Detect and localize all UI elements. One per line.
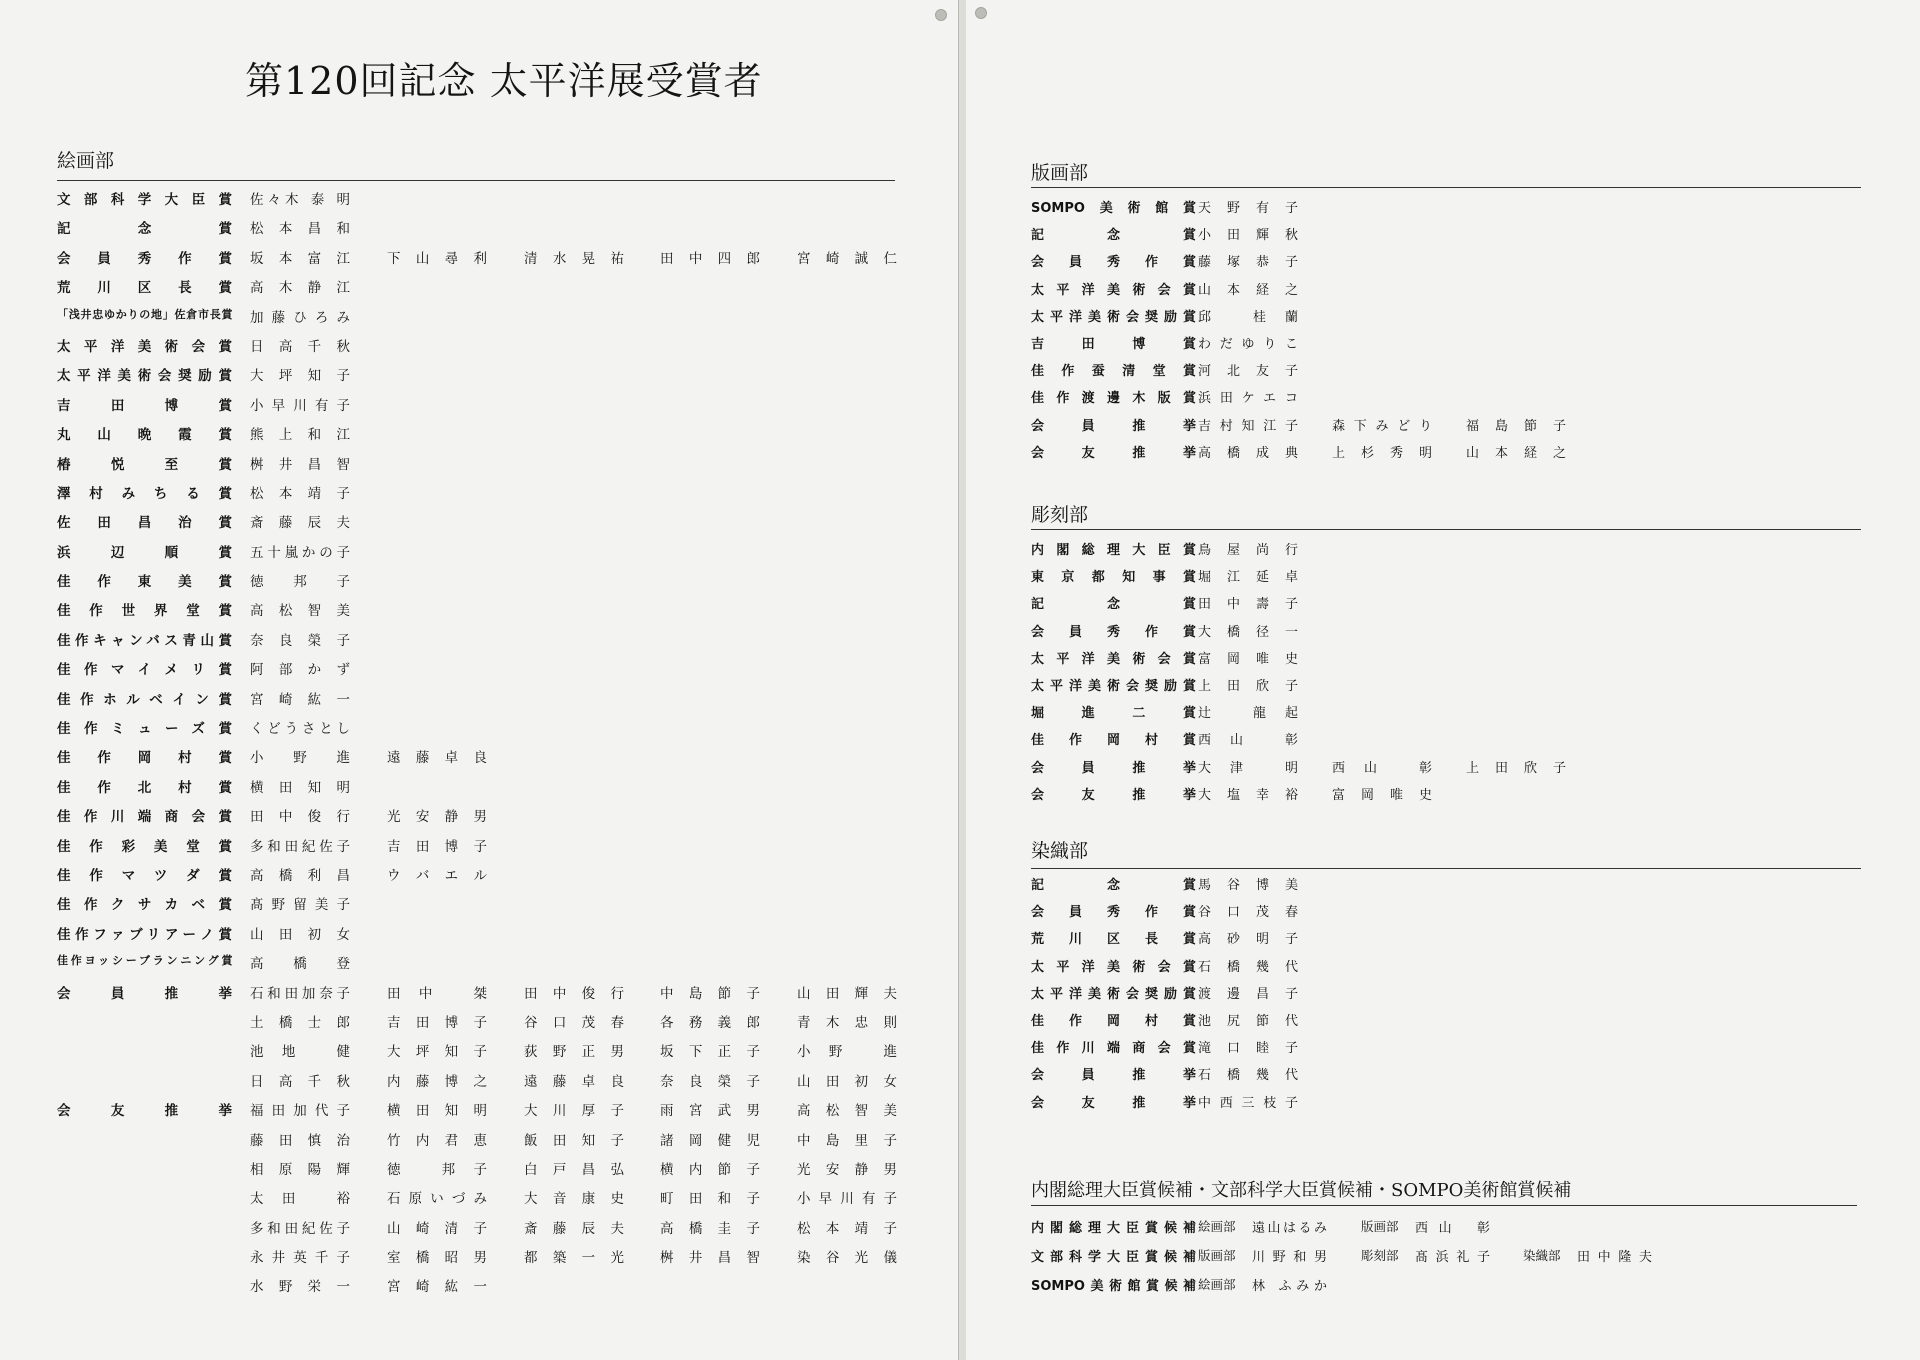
winner-name: 遠藤卓良 xyxy=(524,1073,624,1090)
award-name: 佳作東美賞 xyxy=(57,574,232,591)
award-name: 佳作渡邊木版賞 xyxy=(1031,391,1196,407)
award-row xyxy=(57,982,897,1011)
winner-name: 高橋登 xyxy=(250,956,350,973)
winner-name: 高橋圭子 xyxy=(660,1220,760,1237)
award-name: 太平洋美術会奨励賞 xyxy=(57,368,232,385)
page-title: 第120回記念 太平洋展受賞者 xyxy=(245,59,763,103)
winner-name: 大川厚子 xyxy=(524,1103,624,1120)
award-row xyxy=(1031,1064,1861,1091)
right-poster-board xyxy=(966,0,1920,1360)
candidate-department: 版画部 xyxy=(1198,1248,1236,1263)
award-row xyxy=(57,1040,897,1069)
winner-name: 諸岡健児 xyxy=(660,1132,760,1149)
award-row xyxy=(57,923,897,952)
winner-name: 森下みどり xyxy=(1332,418,1432,434)
winner-name: 奈良榮子 xyxy=(660,1073,760,1090)
candidate-department: 絵画部 xyxy=(1198,1277,1236,1292)
candidate-name: 林 ふみか xyxy=(1252,1279,1327,1294)
award-name: 会員推挙 xyxy=(1031,760,1196,776)
award-row xyxy=(57,1187,897,1216)
winner-name: 田中俊行 xyxy=(524,985,624,1002)
award-name: 太平洋美術会奨励賞 xyxy=(1031,678,1196,694)
award-row xyxy=(57,394,897,423)
winner-name: 石橋幾代 xyxy=(1198,1068,1298,1084)
award-row xyxy=(57,482,897,511)
winner-name: 石橋幾代 xyxy=(1198,959,1298,975)
winner-name: 吉田博子 xyxy=(387,1014,487,1031)
winner-name: 福島節子 xyxy=(1466,418,1566,434)
winner-name: 西山 彰 xyxy=(1332,760,1432,776)
award-row xyxy=(1031,621,1861,648)
winner-name: 桝井昌智 xyxy=(660,1250,760,1267)
winner-name: 大坪知子 xyxy=(387,1044,487,1061)
award-row xyxy=(1031,729,1861,756)
award-row xyxy=(1031,251,1861,278)
winner-name: 高橋利昌 xyxy=(250,867,350,884)
winner-name: 斎藤辰夫 xyxy=(524,1220,624,1237)
winner-name: 富岡唯史 xyxy=(1198,651,1298,667)
winner-name: 谷口茂春 xyxy=(1198,905,1298,921)
award-name: 佳作彩美堂賞 xyxy=(57,838,232,855)
winner-name: 邱 桂蘭 xyxy=(1198,309,1298,325)
award-row xyxy=(1031,333,1861,360)
award-name: 会員推挙 xyxy=(1031,1068,1196,1084)
winner-name: 坂下正子 xyxy=(660,1044,760,1061)
winner-name: 高橋成典 xyxy=(1198,445,1298,461)
award-row xyxy=(57,1217,897,1246)
candidate-row xyxy=(1031,1246,1861,1275)
award-row xyxy=(57,1099,897,1128)
award-name: 会員秀作賞 xyxy=(57,250,232,267)
winner-name: 土橋士郎 xyxy=(250,1014,350,1031)
winner-name: 日高千秋 xyxy=(250,338,350,355)
award-row xyxy=(57,805,897,834)
candidate-name: 髙浜礼子 xyxy=(1415,1250,1490,1265)
winner-name: 横内節子 xyxy=(660,1161,760,1178)
winner-name: 徳 邦子 xyxy=(387,1161,487,1178)
winner-name: 浜田ケエコ xyxy=(1198,391,1298,407)
winner-name: 斎藤辰夫 xyxy=(250,515,350,532)
winner-name: 小早川有子 xyxy=(797,1191,897,1208)
winner-name: 田中四郎 xyxy=(660,250,760,267)
winner-name: 松本靖子 xyxy=(797,1220,897,1237)
award-row xyxy=(1031,593,1861,620)
candidate-name: 川野和男 xyxy=(1252,1250,1327,1265)
award-row xyxy=(57,247,897,276)
award-name: 椿悦至賞 xyxy=(57,456,232,473)
winner-name: 小田輝秋 xyxy=(1198,228,1298,244)
winner-name: 町田和子 xyxy=(660,1191,760,1208)
award-row xyxy=(1031,757,1861,784)
winner-name: 石原いづみ xyxy=(387,1191,487,1208)
winner-name: 水野栄一 xyxy=(250,1279,350,1296)
winner-name: 桝井昌智 xyxy=(250,456,350,473)
winner-name: 雨宮武男 xyxy=(660,1103,760,1120)
award-name: 佳作蚕清堂賞 xyxy=(1031,364,1196,380)
winner-name: 中島里子 xyxy=(797,1132,897,1149)
winner-name: 加藤ひろみ xyxy=(250,309,350,326)
award-row xyxy=(1031,197,1861,224)
winner-name: 石和田加奈子 xyxy=(250,985,350,1002)
section-rule-painting xyxy=(57,180,895,181)
winner-name: 内藤博之 xyxy=(387,1073,487,1090)
award-name: 澤村みちる賞 xyxy=(57,485,232,502)
award-name: 吉田博賞 xyxy=(57,397,232,414)
section-heading-painting: 絵画部 xyxy=(57,150,115,172)
winner-name: 宮崎紘一 xyxy=(250,691,350,708)
winner-name: 横田知明 xyxy=(387,1103,487,1120)
winner-name: 室橋昭男 xyxy=(387,1250,487,1267)
winner-name: 藤田慎治 xyxy=(250,1132,350,1149)
award-name: 佳作世界堂賞 xyxy=(57,603,232,620)
award-name: 「浅井忠ゆかりの地」佐倉市長賞 xyxy=(57,307,232,321)
sculpture-award-list xyxy=(1031,539,1861,811)
winner-name: 小早川有子 xyxy=(250,397,350,414)
winner-name: 吉村知江子 xyxy=(1198,418,1298,434)
winner-name: 西山 彰 xyxy=(1198,733,1298,749)
winner-name: 大音康史 xyxy=(524,1191,624,1208)
winner-name: 多和田紀佐子 xyxy=(250,1220,350,1237)
candidate-department: 染織部 xyxy=(1523,1248,1561,1263)
award-name: 太平洋美術会賞 xyxy=(1031,651,1196,667)
award-name: 佳作川端商会賞 xyxy=(1031,1041,1196,1057)
award-row xyxy=(57,688,897,717)
candidate-list xyxy=(1031,1217,1861,1304)
award-name: 佳作ミューズ賞 xyxy=(57,721,232,738)
award-name: 会友推挙 xyxy=(57,1103,232,1120)
award-row xyxy=(1031,648,1861,675)
award-name: 会員推挙 xyxy=(57,985,232,1002)
winner-name: 福田加代子 xyxy=(250,1103,350,1120)
award-row xyxy=(57,1129,897,1158)
award-row xyxy=(57,1275,897,1304)
winner-name: 佐々木 泰 明 xyxy=(250,192,350,208)
push-pin-icon xyxy=(975,7,987,19)
award-row xyxy=(1031,956,1861,983)
winner-name: 宮崎紘一 xyxy=(387,1279,487,1296)
winner-name: 遠藤卓良 xyxy=(387,750,487,767)
winner-name: 中西三枝子 xyxy=(1198,1095,1298,1111)
award-name: 佳作クサカベ賞 xyxy=(57,897,232,914)
award-name: 佐田昌治賞 xyxy=(57,515,232,532)
award-name: 記念賞 xyxy=(1031,878,1196,893)
winner-name: 大橋径一 xyxy=(1198,624,1298,640)
winner-name: 各務義郎 xyxy=(660,1014,760,1031)
award-row xyxy=(1031,1092,1861,1119)
winner-name: 日高千秋 xyxy=(250,1073,350,1090)
winner-name: 横田知明 xyxy=(250,779,350,796)
award-name: 太平洋美術会賞 xyxy=(57,338,232,355)
winner-name: 堀江延卓 xyxy=(1198,570,1298,586)
award-name: 佳作岡村賞 xyxy=(1031,1013,1196,1029)
award-name: 佳作マツダ賞 xyxy=(57,867,232,884)
winner-name: 多和田紀佐子 xyxy=(250,838,350,855)
winner-name: 吉田博子 xyxy=(387,838,487,855)
winner-name: 山崎清子 xyxy=(387,1220,487,1237)
winner-name: 竹内君恵 xyxy=(387,1132,487,1149)
painting-award-list xyxy=(57,188,897,1305)
award-row xyxy=(1031,360,1861,387)
award-row xyxy=(1031,1010,1861,1037)
candidate-award-name: 文部科学大臣賞候補 xyxy=(1031,1250,1196,1265)
award-row xyxy=(57,629,897,658)
award-row xyxy=(1031,983,1861,1010)
award-row xyxy=(57,1011,897,1040)
winner-name: 熊上和江 xyxy=(250,427,350,444)
winner-name: 滝口睦子 xyxy=(1198,1041,1298,1057)
award-name: 浜辺順賞 xyxy=(57,544,232,561)
winner-name: 荻野正男 xyxy=(524,1044,624,1061)
winner-name: 渡邊昌子 xyxy=(1198,986,1298,1002)
winner-name: 馬谷博美 xyxy=(1198,878,1298,893)
award-name: 佳作マイメリ賞 xyxy=(57,662,232,679)
award-row xyxy=(57,570,897,599)
award-name: 太平洋美術会奨励賞 xyxy=(1031,309,1196,325)
award-name: 佳作北村賞 xyxy=(57,779,232,796)
candidate-award-name: SOMPO美術館賞候補 xyxy=(1031,1279,1196,1294)
award-row xyxy=(57,717,897,746)
winner-name: 天野有子 xyxy=(1198,201,1298,216)
winner-name: 光安静男 xyxy=(797,1161,897,1178)
winner-name: 田中 桀 xyxy=(387,985,487,1002)
award-name: 会友推挙 xyxy=(1031,445,1196,461)
candidate-department: 彫刻部 xyxy=(1361,1248,1399,1263)
award-name: 堀進二賞 xyxy=(1031,706,1196,722)
award-name: 荒川区長賞 xyxy=(57,280,232,297)
winner-name: 大津 明 xyxy=(1198,760,1298,776)
candidate-department: 版画部 xyxy=(1361,1219,1399,1234)
push-pin-icon xyxy=(935,9,947,21)
winner-name: 中島節子 xyxy=(660,985,760,1002)
winner-name: 阿部かず xyxy=(250,662,350,679)
winner-name: 高木静江 xyxy=(250,280,350,297)
award-row xyxy=(57,835,897,864)
award-name: 丸山晩霞賞 xyxy=(57,427,232,444)
award-row xyxy=(1031,784,1861,811)
award-row xyxy=(57,658,897,687)
winner-name: 坂本富江 xyxy=(250,250,350,267)
award-row xyxy=(57,453,897,482)
winner-name: 徳邦子 xyxy=(250,574,350,591)
candidate-row xyxy=(1031,1217,1861,1246)
winner-name: 田中壽子 xyxy=(1198,597,1298,613)
section-heading-textile: 染織部 xyxy=(1031,840,1089,862)
award-name: 佳作川端商会賞 xyxy=(57,809,232,826)
winner-name: 宮崎誠仁 xyxy=(797,250,897,267)
award-row xyxy=(57,1246,897,1275)
award-name: 文部科学大臣賞 xyxy=(57,192,232,208)
winner-name: 山田輝夫 xyxy=(797,985,897,1002)
printmaking-award-list xyxy=(1031,197,1861,469)
award-name: 佳作キャンバス青山賞 xyxy=(57,632,232,649)
award-row xyxy=(1031,901,1861,928)
award-row xyxy=(1031,306,1861,333)
award-row xyxy=(57,1070,897,1099)
award-row xyxy=(1031,415,1861,442)
winner-name: 池地 健 xyxy=(250,1044,350,1061)
award-name: 会友推挙 xyxy=(1031,787,1196,803)
winner-name: ウバエル xyxy=(387,867,487,884)
winner-name: 高松智美 xyxy=(797,1103,897,1120)
winner-name: 池尻節代 xyxy=(1198,1013,1298,1029)
left-poster-board xyxy=(0,0,958,1360)
award-row xyxy=(57,746,897,775)
award-row xyxy=(57,1158,897,1187)
winner-name: 上杉秀明 xyxy=(1332,445,1432,461)
candidate-name: 西山 彰 xyxy=(1415,1221,1490,1236)
award-row xyxy=(57,511,897,540)
winner-name: 光安静男 xyxy=(387,809,487,826)
winner-name: 大塩幸裕 xyxy=(1198,787,1298,803)
award-row xyxy=(57,217,897,246)
winner-name: 永井英千子 xyxy=(250,1250,350,1267)
award-name: 佳作ヨッシーブランニング賞 xyxy=(57,954,232,968)
award-row xyxy=(57,423,897,452)
award-row xyxy=(1031,928,1861,955)
award-name: 荒川区長賞 xyxy=(1031,932,1196,948)
award-row xyxy=(1031,539,1861,566)
award-name: SOMPO美術館賞 xyxy=(1031,201,1196,216)
award-name: 会友推挙 xyxy=(1031,1095,1196,1111)
award-row xyxy=(1031,675,1861,702)
winner-name: 高砂明子 xyxy=(1198,932,1298,948)
winner-name: 谷口茂春 xyxy=(524,1014,624,1031)
winner-name: 河北友子 xyxy=(1198,364,1298,380)
winner-name: 下山尋利 xyxy=(387,250,487,267)
award-name: 会員秀作賞 xyxy=(1031,255,1196,271)
winner-name: 青木忠則 xyxy=(797,1014,897,1031)
winner-name: 髙野留美子 xyxy=(250,897,350,914)
candidate-name: 田中隆夫 xyxy=(1577,1250,1652,1265)
award-row xyxy=(57,541,897,570)
award-row xyxy=(57,952,897,981)
textile-award-list xyxy=(1031,874,1861,1119)
winner-name: 山本経之 xyxy=(1198,282,1298,298)
winner-name: 山田初女 xyxy=(250,926,350,943)
award-name: 佳作岡村賞 xyxy=(1031,733,1196,749)
award-name: 会員推挙 xyxy=(1031,418,1196,434)
winner-name: 上田欣子 xyxy=(1198,678,1298,694)
winner-name: くどうさとし xyxy=(250,721,350,738)
award-row xyxy=(1031,1037,1861,1064)
winner-name: 奈良榮子 xyxy=(250,632,350,649)
winner-name: 白戸昌弘 xyxy=(524,1161,624,1178)
winner-name: 松本靖子 xyxy=(250,485,350,502)
candidate-department: 絵画部 xyxy=(1198,1219,1236,1234)
award-name: 太平洋美術会賞 xyxy=(1031,282,1196,298)
award-row xyxy=(1031,874,1861,901)
winner-name: 辻 龍起 xyxy=(1198,706,1298,722)
award-row xyxy=(57,893,897,922)
award-name: 会員秀作賞 xyxy=(1031,905,1196,921)
winner-name: わだゆりこ xyxy=(1198,336,1298,352)
award-row xyxy=(1031,566,1861,593)
winner-name: 小野進 xyxy=(250,750,350,767)
award-name: 記念賞 xyxy=(1031,228,1196,244)
winner-name: 大坪知子 xyxy=(250,368,350,385)
candidate-name: 遠山はるみ xyxy=(1252,1221,1327,1236)
award-row xyxy=(1031,702,1861,729)
award-row xyxy=(57,306,897,335)
award-row xyxy=(57,335,897,364)
candidate-award-name: 内閣総理大臣賞候補 xyxy=(1031,1221,1196,1236)
award-row xyxy=(1031,279,1861,306)
award-row xyxy=(57,276,897,305)
award-row xyxy=(57,188,897,217)
award-name: 記念賞 xyxy=(57,221,232,238)
award-row xyxy=(1031,387,1861,414)
award-row xyxy=(1031,224,1861,251)
award-name: 太平洋美術会奨励賞 xyxy=(1031,986,1196,1002)
winner-name: 松本昌和 xyxy=(250,221,350,238)
winner-name: 太田 裕 xyxy=(250,1191,350,1208)
section-rule-textile xyxy=(1031,868,1861,869)
section-heading-printmaking: 版画部 xyxy=(1031,162,1089,184)
award-row xyxy=(57,599,897,628)
award-name: 吉田博賞 xyxy=(1031,336,1196,352)
winner-name: 田中俊行 xyxy=(250,809,350,826)
award-row xyxy=(57,364,897,393)
winner-name: 高松智美 xyxy=(250,603,350,620)
winner-name: 鳥屋尚行 xyxy=(1198,543,1298,558)
winner-name: 小野 進 xyxy=(797,1044,897,1061)
section-rule-candidates xyxy=(1031,1205,1857,1206)
award-row xyxy=(57,864,897,893)
winner-name: 清水晃祐 xyxy=(524,250,624,267)
candidate-row xyxy=(1031,1275,1861,1304)
section-rule-sculpture xyxy=(1031,529,1861,530)
winner-name: 相原陽輝 xyxy=(250,1161,350,1178)
award-name: 会員秀作賞 xyxy=(1031,624,1196,640)
winner-name: 山田初女 xyxy=(797,1073,897,1090)
winner-name: 五十嵐かの子 xyxy=(250,544,350,561)
winner-name: 飯田知子 xyxy=(524,1132,624,1149)
award-name: 佳作岡村賞 xyxy=(57,750,232,767)
winner-name: 藤塚恭子 xyxy=(1198,255,1298,271)
winner-name: 富岡唯史 xyxy=(1332,787,1432,803)
section-rule-printmaking xyxy=(1031,187,1861,188)
award-name: 太平洋美術会賞 xyxy=(1031,959,1196,975)
section-heading-candidates: 内閣総理大臣賞候補・文部科学大臣賞候補・SOMPO美術館賞候補 xyxy=(1031,1180,1572,1201)
award-row xyxy=(57,776,897,805)
winner-name: 染谷光儀 xyxy=(797,1250,897,1267)
winner-name: 上田欣子 xyxy=(1466,760,1566,776)
winner-name: 山本経之 xyxy=(1466,445,1566,461)
winner-name: 都築一光 xyxy=(524,1250,624,1267)
award-name: 記念賞 xyxy=(1031,597,1196,613)
award-name: 佳作ホルベイン賞 xyxy=(57,691,232,708)
award-name: 佳作ファブリアーノ賞 xyxy=(57,926,232,943)
section-heading-sculpture: 彫刻部 xyxy=(1031,504,1089,526)
award-name: 東京都知事賞 xyxy=(1031,570,1196,586)
award-row xyxy=(1031,442,1861,469)
award-name: 内閣総理大臣賞 xyxy=(1031,543,1196,558)
